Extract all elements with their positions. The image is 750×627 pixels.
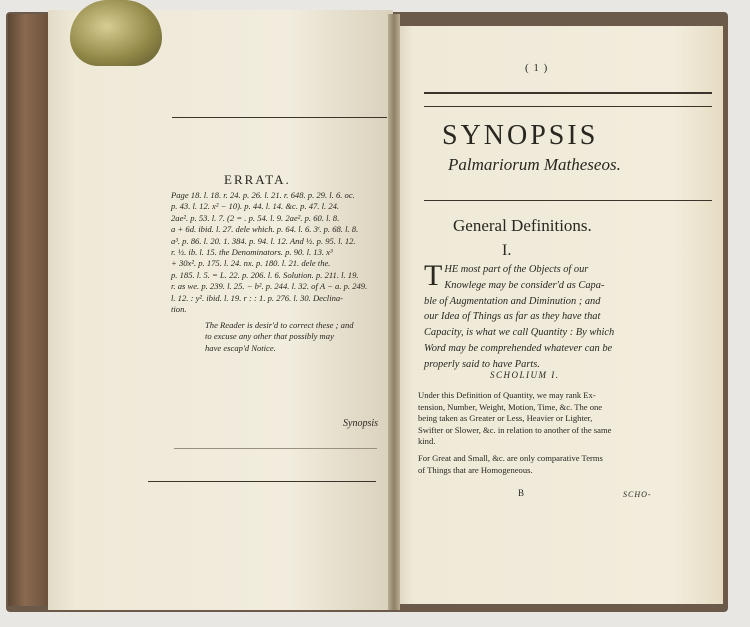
definition-line: properly said to have Parts. xyxy=(424,358,540,370)
header-rule-bottom xyxy=(424,106,712,107)
errata-line: tion. xyxy=(171,304,187,315)
errata-line: a + 6d. ibid. l. 27. dele which. p. 64. l. 6. 3ᵗ. p. 68. l. 8. xyxy=(171,224,359,235)
definition-line: Capacity, is what we call Quantity : By which xyxy=(424,327,615,339)
definition-numeral: I. xyxy=(502,242,512,259)
scholium-line: of Things that are Homogeneous. xyxy=(418,464,533,475)
synopsis-subtitle: Palmariorum Matheseos. xyxy=(448,155,621,174)
reader-note-line: to excuse any other that possibly may xyxy=(205,331,334,342)
errata-line: r. ½. ib. l. 15. the Denominators. p. 90. l. 13. x³ xyxy=(171,247,333,258)
definition-line: our Idea of Things as far as they have that xyxy=(424,311,601,323)
left-top-rule xyxy=(172,117,387,118)
scholium-line: Under this Definition of Quantity, we may rank Ex- xyxy=(418,390,596,400)
errata-line: 2ae². p. 53. l. 7. (2 = . p. 54. l. 9. 2ae². p. 60. l. 8. xyxy=(171,212,340,223)
errata-line: + 30x². p. 175. l. 24. nx. p. 180. l. 21. dele the. xyxy=(171,258,331,269)
errata-line: l. 12. : y². ibid. l. 19. r : : 1. p. 276. l. 30. Declina- xyxy=(171,292,344,303)
scholium-line: kind. xyxy=(418,436,436,447)
errata-line: a³. p. 86. l. 20. 1. 384. p. 94. l. 12. And ½. p. 95. l. 12. xyxy=(171,235,356,246)
errata-line: Page 18. l. 18. r. 24. p. 26. l. 21. r. 648. p. 29. l. 6. oc. xyxy=(171,190,355,200)
left-catchword: Synopsis xyxy=(343,418,378,429)
reader-note-line: have escap'd Notice. xyxy=(205,342,276,353)
errata-line: p. 43. l. 12. x² − 10). p. 44. l. 14. &c. p. 47. l. 24. xyxy=(171,201,340,212)
left-bottom-rule-faint xyxy=(174,448,377,449)
definition-line: HE most part of the Objects of our xyxy=(444,264,589,275)
title-rule xyxy=(424,200,712,201)
scholium-line: tension, Number, Weight, Motion, Time, &c. The one xyxy=(418,401,603,412)
reader-note-line: The Reader is desir'd to correct these ; and xyxy=(205,320,354,330)
drop-cap: T xyxy=(424,259,443,292)
scholium-heading: SCHOLIUM I. xyxy=(490,370,560,380)
signature-mark: B xyxy=(518,488,525,498)
definition-text xyxy=(424,259,615,373)
errata-list xyxy=(171,190,391,315)
scholium-line: being taken as Greater or Less, Heavier or Lighter, xyxy=(418,413,593,424)
brass-page-clip xyxy=(70,0,162,66)
left-bottom-rule xyxy=(148,481,376,482)
page-number: ( 1 ) xyxy=(525,62,549,74)
errata-line: p. 185. l. 5. = L. 22. p. 206. l. 6. Solution. p. 211. l. 19. xyxy=(171,269,359,280)
right-catchword: SCHO- xyxy=(623,490,652,499)
synopsis-title: SYNOPSIS xyxy=(442,120,599,151)
definition-line: Knowlege may be consider'd as Capa- xyxy=(444,279,605,291)
book-spine-edge xyxy=(8,14,50,606)
reader-note xyxy=(205,320,354,354)
scholium-line: For Great and Small, &c. are only comparative Terms xyxy=(418,452,603,463)
header-rule-top xyxy=(424,92,712,94)
section-heading: General Definitions. xyxy=(453,216,592,235)
scholium-text xyxy=(418,390,611,476)
definition-line: ble of Augmentation and Diminution ; and xyxy=(424,295,601,307)
errata-line: r. as we. p. 239. l. 25. − b². p. 244. l. 32. of A − a. p. 249. xyxy=(171,281,368,292)
errata-title: ERRATA. xyxy=(224,172,291,187)
definition-line: Word may be comprehended whatever can be xyxy=(424,342,613,354)
scholium-line: Swifter or Slower, &c. in relation to another of the same xyxy=(418,424,612,435)
